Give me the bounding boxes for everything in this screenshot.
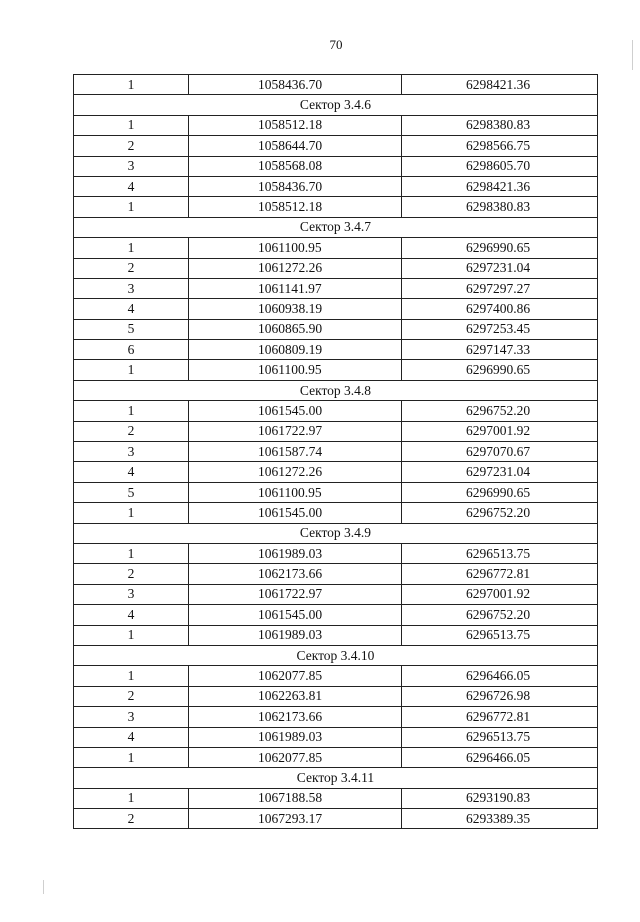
sector-header-row xyxy=(74,95,598,115)
sector-label: Сектор 3.4.7 xyxy=(74,217,598,237)
sector-label: Сектор 3.4.10 xyxy=(74,645,598,665)
point-number-cell: 5 xyxy=(74,482,189,502)
y-coordinate-cell: 6296752.20 xyxy=(402,503,598,523)
x-coordinate-cell: 1060809.19 xyxy=(189,340,402,360)
point-number-cell: 1 xyxy=(74,788,189,808)
x-coordinate-cell: 1067188.58 xyxy=(189,788,402,808)
table-row xyxy=(74,625,598,645)
table-row xyxy=(74,727,598,747)
x-coordinate-cell: 1061545.00 xyxy=(189,503,402,523)
y-coordinate-cell: 6296990.65 xyxy=(402,238,598,258)
y-coordinate-cell: 6296990.65 xyxy=(402,360,598,380)
y-coordinate-cell: 6297231.04 xyxy=(402,462,598,482)
x-coordinate-cell: 1058512.18 xyxy=(189,197,402,217)
y-coordinate-cell: 6296990.65 xyxy=(402,482,598,502)
scan-artifact xyxy=(43,880,44,894)
y-coordinate-cell: 6297297.27 xyxy=(402,278,598,298)
x-coordinate-cell: 1058436.70 xyxy=(189,176,402,196)
point-number-cell: 3 xyxy=(74,278,189,298)
x-coordinate-cell: 1061545.00 xyxy=(189,401,402,421)
point-number-cell: 1 xyxy=(74,115,189,135)
table-row xyxy=(74,666,598,686)
sector-header-row xyxy=(74,380,598,400)
table-row xyxy=(74,421,598,441)
y-coordinate-cell: 6297070.67 xyxy=(402,442,598,462)
point-number-cell: 4 xyxy=(74,727,189,747)
table-row xyxy=(74,115,598,135)
table-row xyxy=(74,278,598,298)
point-number-cell: 1 xyxy=(74,503,189,523)
point-number-cell: 3 xyxy=(74,707,189,727)
x-coordinate-cell: 1062173.66 xyxy=(189,707,402,727)
x-coordinate-cell: 1058436.70 xyxy=(189,75,402,95)
y-coordinate-cell: 6296726.98 xyxy=(402,686,598,706)
table-row xyxy=(74,482,598,502)
point-number-cell: 4 xyxy=(74,605,189,625)
sector-header-row xyxy=(74,768,598,788)
y-coordinate-cell: 6297231.04 xyxy=(402,258,598,278)
x-coordinate-cell: 1058568.08 xyxy=(189,156,402,176)
sector-label: Сектор 3.4.6 xyxy=(74,95,598,115)
x-coordinate-cell: 1062077.85 xyxy=(189,666,402,686)
y-coordinate-cell: 6297147.33 xyxy=(402,340,598,360)
y-coordinate-cell: 6298421.36 xyxy=(402,176,598,196)
y-coordinate-cell: 6296513.75 xyxy=(402,543,598,563)
x-coordinate-cell: 1061272.26 xyxy=(189,462,402,482)
table-row xyxy=(74,686,598,706)
x-coordinate-cell: 1061722.97 xyxy=(189,584,402,604)
table-row xyxy=(74,156,598,176)
y-coordinate-cell: 6293190.83 xyxy=(402,788,598,808)
point-number-cell: 1 xyxy=(74,360,189,380)
point-number-cell: 1 xyxy=(74,543,189,563)
x-coordinate-cell: 1061989.03 xyxy=(189,543,402,563)
point-number-cell: 1 xyxy=(74,747,189,767)
point-number-cell: 4 xyxy=(74,176,189,196)
x-coordinate-cell: 1061100.95 xyxy=(189,238,402,258)
point-number-cell: 1 xyxy=(74,197,189,217)
point-number-cell: 2 xyxy=(74,686,189,706)
x-coordinate-cell: 1060865.90 xyxy=(189,319,402,339)
table-row xyxy=(74,543,598,563)
point-number-cell: 2 xyxy=(74,564,189,584)
x-coordinate-cell: 1060938.19 xyxy=(189,299,402,319)
point-number-cell: 2 xyxy=(74,136,189,156)
x-coordinate-cell: 1058512.18 xyxy=(189,115,402,135)
sector-label: Сектор 3.4.9 xyxy=(74,523,598,543)
x-coordinate-cell: 1061141.97 xyxy=(189,278,402,298)
table-row xyxy=(74,176,598,196)
table-row xyxy=(74,197,598,217)
y-coordinate-cell: 6298566.75 xyxy=(402,136,598,156)
x-coordinate-cell: 1062077.85 xyxy=(189,747,402,767)
sector-header-row xyxy=(74,217,598,237)
y-coordinate-cell: 6298380.83 xyxy=(402,197,598,217)
table-row xyxy=(74,136,598,156)
point-number-cell: 4 xyxy=(74,462,189,482)
table-row xyxy=(74,503,598,523)
coordinates-table xyxy=(73,74,598,829)
point-number-cell: 1 xyxy=(74,625,189,645)
x-coordinate-cell: 1062263.81 xyxy=(189,686,402,706)
y-coordinate-cell: 6297253.45 xyxy=(402,319,598,339)
x-coordinate-cell: 1061989.03 xyxy=(189,727,402,747)
x-coordinate-cell: 1061587.74 xyxy=(189,442,402,462)
sector-label: Сектор 3.4.8 xyxy=(74,380,598,400)
x-coordinate-cell: 1061989.03 xyxy=(189,625,402,645)
table-row xyxy=(74,462,598,482)
table-row xyxy=(74,75,598,95)
point-number-cell: 4 xyxy=(74,299,189,319)
table-row xyxy=(74,605,598,625)
point-number-cell: 2 xyxy=(74,258,189,278)
point-number-cell: 1 xyxy=(74,75,189,95)
table-row xyxy=(74,564,598,584)
y-coordinate-cell: 6296513.75 xyxy=(402,625,598,645)
y-coordinate-cell: 6298605.70 xyxy=(402,156,598,176)
x-coordinate-cell: 1061722.97 xyxy=(189,421,402,441)
table-row xyxy=(74,401,598,421)
x-coordinate-cell: 1061545.00 xyxy=(189,605,402,625)
table-row xyxy=(74,584,598,604)
x-coordinate-cell: 1062173.66 xyxy=(189,564,402,584)
x-coordinate-cell: 1061100.95 xyxy=(189,360,402,380)
y-coordinate-cell: 6298380.83 xyxy=(402,115,598,135)
y-coordinate-cell: 6296752.20 xyxy=(402,605,598,625)
table-row xyxy=(74,319,598,339)
table-row xyxy=(74,788,598,808)
point-number-cell: 6 xyxy=(74,340,189,360)
point-number-cell: 3 xyxy=(74,442,189,462)
table-row xyxy=(74,258,598,278)
scan-artifact xyxy=(632,40,633,70)
y-coordinate-cell: 6296466.05 xyxy=(402,666,598,686)
sector-label: Сектор 3.4.11 xyxy=(74,768,598,788)
y-coordinate-cell: 6297001.92 xyxy=(402,421,598,441)
page-number: 70 xyxy=(329,37,343,52)
x-coordinate-cell: 1058644.70 xyxy=(189,136,402,156)
table-row xyxy=(74,809,598,829)
table-row xyxy=(74,299,598,319)
sector-header-row xyxy=(74,523,598,543)
point-number-cell: 3 xyxy=(74,584,189,604)
point-number-cell: 2 xyxy=(74,809,189,829)
table-row xyxy=(74,360,598,380)
y-coordinate-cell: 6297400.86 xyxy=(402,299,598,319)
coordinates-table-body xyxy=(74,75,598,829)
y-coordinate-cell: 6296466.05 xyxy=(402,747,598,767)
sector-header-row xyxy=(74,645,598,665)
x-coordinate-cell: 1067293.17 xyxy=(189,809,402,829)
point-number-cell: 2 xyxy=(74,421,189,441)
point-number-cell: 5 xyxy=(74,319,189,339)
y-coordinate-cell: 6296772.81 xyxy=(402,564,598,584)
point-number-cell: 1 xyxy=(74,666,189,686)
x-coordinate-cell: 1061272.26 xyxy=(189,258,402,278)
y-coordinate-cell: 6293389.35 xyxy=(402,809,598,829)
y-coordinate-cell: 6296513.75 xyxy=(402,727,598,747)
point-number-cell: 3 xyxy=(74,156,189,176)
y-coordinate-cell: 6298421.36 xyxy=(402,75,598,95)
point-number-cell: 1 xyxy=(74,238,189,258)
table-row xyxy=(74,238,598,258)
table-row xyxy=(74,340,598,360)
table-row xyxy=(74,707,598,727)
y-coordinate-cell: 6296752.20 xyxy=(402,401,598,421)
y-coordinate-cell: 6297001.92 xyxy=(402,584,598,604)
point-number-cell: 1 xyxy=(74,401,189,421)
y-coordinate-cell: 6296772.81 xyxy=(402,707,598,727)
x-coordinate-cell: 1061100.95 xyxy=(189,482,402,502)
coordinates-table-container xyxy=(73,74,597,829)
table-row xyxy=(74,747,598,767)
table-row xyxy=(74,442,598,462)
